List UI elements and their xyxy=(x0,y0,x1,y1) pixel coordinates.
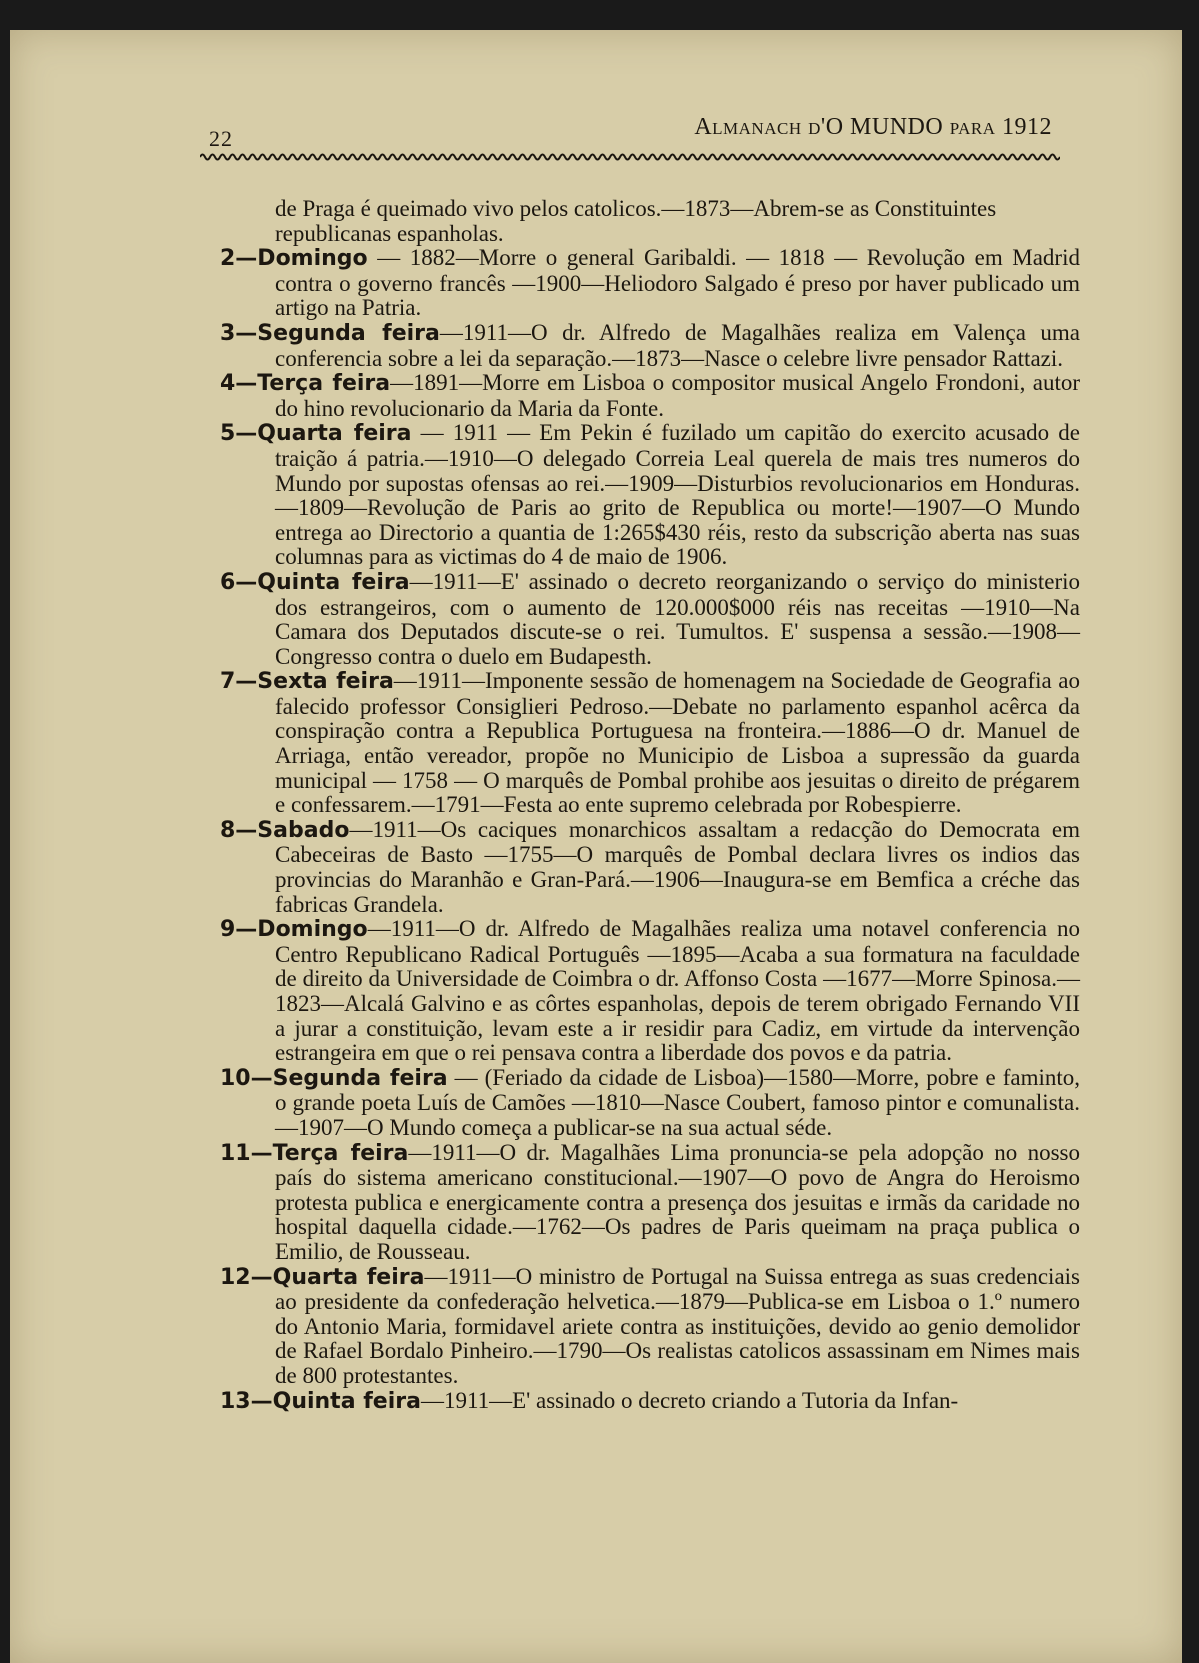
entry-text: —1911—E' assinado o decreto reorganizando o serviço do ministerio dos estrangeiros, com o aumento de 120.000$000 réis nas receitas —1910—Na Camara dos Deputados discute-se o rei. Tumultos. E' suspensa a sessão.—1908—Congresso contra o duelo em Budapesth. xyxy=(275,568,1081,669)
entry-text: —1911—O dr. Alfredo de Magalhães realiza uma notavel conferencia no Centro Republicano Radical Português —1895—Acaba a sua formatura na faculdade de direito da Universidade de Coimbra o dr. Affonso Costa —1677—Morre Spinosa.—1823—Alcalá Galvino e as côrtes espanholas, depois de terem obrigado Fernando VII a jurar a constituição, levam este a ir residir para Cadiz, em virtude da intervenção estrangeira em que o rei pensava contra a liberdade dos povos e da patria. xyxy=(275,916,1080,1066)
day-label: 13—Quinta feira xyxy=(220,1388,421,1414)
day-label: 7—Sexta feira xyxy=(220,669,394,695)
list-item xyxy=(220,1141,1080,1265)
entry-text: — 1882—Morre o general Garibaldi. — 1818 — Revolução em Madrid contra o governo francês —1900—Heliodoro Salgado é preso por haver publicado um artigo na Patria. xyxy=(275,245,1080,321)
entry-text: — (Feriado da cidade de Lisboa)—1580—Morre, pobre e faminto, o grande poeta Luís de Camões —1810—Nasce Coubert, famoso pintor e comunalista.—1907—O Mundo começa a publicar-se na sua actual séde. xyxy=(275,1064,1081,1140)
list-item xyxy=(220,570,1080,669)
entry-text: —1911—Os caciques monarchicos assaltam a redacção do Democrata em Cabeceiras de Basto —1755—O marquês de Pombal declara livres os indios das provincias do Maranhão e Gran-Pará.—1906—Inaugura-se em Bemfica a créche das fabricas Grandela. xyxy=(275,816,1080,917)
list-item xyxy=(220,1066,1080,1141)
list-item xyxy=(220,1265,1080,1389)
wavy-divider xyxy=(200,152,1060,162)
day-label: 10—Segunda feira xyxy=(220,1065,448,1091)
entry-text: de Praga é queimado vivo pelos catolicos.—1873—Abrem-se as Constituintes republicanas espanholas. xyxy=(275,196,997,246)
entry-text: —1911—O dr. Magalhães Lima pronuncia-se pela adopção no nosso país do sistema americano constitucional.—1907—O povo de Angra do Heroismo protesta publica e energicamente contra a presença dos jesuitas e irmãs da caridade no hospital daquella cidade.—1762—Os padres de Paris queimam na praça publica o Emilio, de Rousseau. xyxy=(275,1139,1080,1264)
entry-text: — 1911 — Em Pekin é fuzilado um capitão do exercito acusado de traição á patria.—1910—O delegado Correia Leal querela de mais tres numeros do Mundo por supostas ofensas ao rei.—1909—Disturbios revolucionarios em Honduras.—1809—Revolução de Paris ao grito de Republica ou morte!—1907—O Mundo entrega ao Directorio a quantia de 1:265$430 réis, resto da subscrição aberta nas suas columnas para as victimas do 4 de maio de 1906. xyxy=(275,420,1081,570)
day-label: 5—Quarta feira xyxy=(220,421,412,447)
entry-text: —1911—Imponente sessão de homenagem na Sociedade de Geografia ao falecido professor Consiglieri Pedroso.—Debate no parlamento espanhol acêrca da conspiração contra a Republica Portuguesa na fronteira.—1886—O dr. Manuel de Arriaga, então vereador, propõe no Municipio de Lisboa a supressão da guarda municipal — 1758 — O marquês de Pombal prohibe aos jesuitas o direito de prégarem e confessarem.—1791—Festa ao ente supremo celebrada por Robespierre. xyxy=(275,668,1080,818)
page-number: 22 xyxy=(209,126,233,151)
list-item xyxy=(220,421,1080,570)
list-item xyxy=(220,321,1080,371)
calendar-entries xyxy=(220,197,1080,1414)
day-label: 6—Quinta feira xyxy=(220,569,410,595)
list-item xyxy=(220,197,1080,246)
list-item xyxy=(220,246,1080,321)
list-item xyxy=(220,1389,1080,1415)
list-item xyxy=(220,669,1080,818)
entry-text: —1911—E' assinado o decreto criando a Tutoria da Infan- xyxy=(420,1387,959,1413)
entry-text: —1911—O ministro de Portugal na Suissa entrega as suas credenciais ao presidente da confederação helvetica.—1879—Publica-se em Lisboa o 1.º numero do Antonio Maria, formidavel ariete contra as instituições, devido ao genio demolidor de Rafael Bordalo Pinheiro.—1790—Os realistas catolicos assassinam em Nimes mais de 800 protestantes. xyxy=(275,1263,1080,1388)
day-label: 9—Domingo xyxy=(220,917,368,943)
day-label: 12—Quarta feira xyxy=(220,1264,425,1290)
list-item xyxy=(220,818,1080,917)
day-label: 8—Sabado xyxy=(220,817,350,843)
day-label: 3—Segunda feira xyxy=(220,320,440,346)
day-label: 2—Domingo xyxy=(220,246,368,272)
entry-text: —1891—Morre em Lisboa o compositor musical Angelo Frondoni, autor do hino revolucionario da Maria da Fonte. xyxy=(275,370,1081,421)
day-label: 11—Terça feira xyxy=(220,1140,409,1166)
day-label: 4—Terça feira xyxy=(220,371,391,397)
list-item xyxy=(220,917,1080,1066)
list-item xyxy=(220,371,1080,421)
running-title: Almanach d'O MUNDO para 1912 xyxy=(694,114,1052,140)
entry-text: —1911—O dr. Alfredo de Magalhães realiza em Valença uma conferencia sobre a lei da separação.—1873—Nasce o celebre livre pensador Rattazi. xyxy=(275,319,1080,371)
page-header xyxy=(195,110,1060,150)
